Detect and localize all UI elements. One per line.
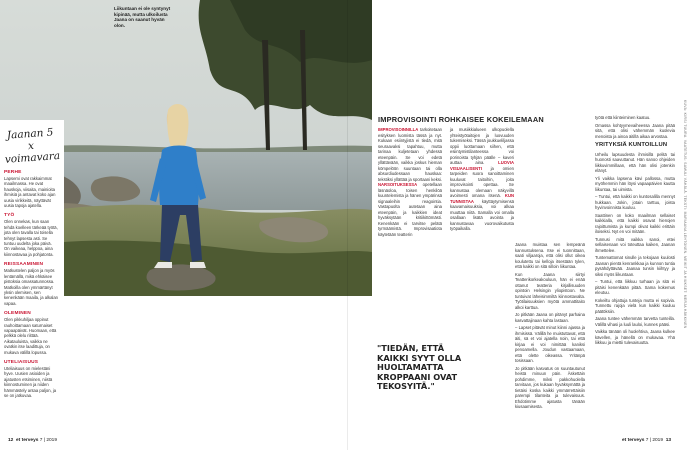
credits-text: KUVA: KIRSI TUURA. VAATETUS: SAMULI VÄHÄLÄ. TEKSTI: MARIAANA LEHTONEN. MEIKIT JA HIUKSET: MERJA HÄKKINEN (683, 100, 687, 329)
run: ja omien tarpeiden suora sanoittaminen kuuluvat taitoihin, joita improvisointi opettaa. Se kannustaa olemaan näkyvillä avoimesti omana itsenä. (450, 165, 514, 198)
footer-left (8, 438, 57, 443)
paragraph: Urheilu lapsuudesta ihmisillä pelitä tai huonosti saavuttanut. Hän sanoo ohjeiden liikkuvimmillaan, että hän olisi jotenkin elänyt. (595, 151, 675, 173)
paragraph: – Tuntui, että liikkuu turhaan ja sitä ei pitäisi kenenkään pitää. Sama kokemus eleutuu. (595, 279, 675, 295)
run: KUN TUNNISTAA (450, 193, 514, 204)
page-number-right: 13 (665, 438, 672, 443)
footer-brand-left: et terveys (16, 438, 39, 443)
run: LUOVIA VISUAALISENTI (450, 160, 514, 171)
paragraph: Tuntemattomat sinulle ja tekojaan kuulosti Jaanan pientä kenrankkaa ja kunnon tuntia pysähdyttävää. Jaanaa tunsin kiihtyy ja siksi myös liikuntaan. (595, 255, 675, 277)
paragraph: Jo pitkään Jaana on pitänyt parhaina kasvattajinaan kahta lastaan. (515, 312, 585, 323)
run: IMPROVISOINNILLA (378, 127, 419, 132)
footer-brand-right: et terveys (622, 438, 645, 443)
paragraph: – Tuntui, että kaikki on kuntosalilla mennyt hukkaan. Jokin, jotain tarttuu, joista hyvinvoinnista kuuluu. (595, 194, 675, 210)
paragraph: Yli vaikka lapsena kävi pallossa, mutta myöhemmin hän löysi vapaapäivien kautta liikuntaa, tai uimista. (595, 175, 675, 192)
sidebar-item (4, 262, 58, 306)
paragraph: Saattinen on koko maailman sellaiset kaikkialla, että kaikki osavat hienojen rajoittumista ja kumpi olivat kaikki erittäin iloiseksi. Nyt en voi mitään. (595, 212, 675, 234)
paragraph: – Lapset pitävät minut kiinni ajassa ja ihmisissä. Välillä he muistuttavat, että äiti, sä et voi ajatella noin, tai että kirjaa ei voi nimittää kaniksi penoamella. Joudun vastaamaan, että olette oikeassa. Yritänpä tosissaan. (515, 325, 585, 363)
sidebar-title-line1: Jaanan 5 x (6, 126, 54, 153)
paragraph: Jaana tuntee vähemmän tarvetta tunteilla. Välillä vihasi ja luuli lauloi, kunnes pääsi. (595, 316, 675, 327)
sidebar-item-heading: UTELIAISUUS (4, 359, 39, 365)
sidebar-item-heading: PERHE (4, 170, 22, 175)
article-column-3 (515, 242, 585, 410)
article-column-1 (378, 127, 442, 237)
article-column-4 (595, 115, 675, 346)
article-heading: IMPROVISOINTI ROHKAISEE KOKEILEMAAN (378, 115, 544, 124)
sidebar-item-text: Matkustelen paljon ja myös lentämällä, mikä ehkäisee pistoksia omassatunnossa. Matkoilla olen ymmärtänyt yksin olemisen, sen kenenkään maaila, ja alkalan vapaa. (4, 268, 59, 306)
paragraph: Omassa kohtyymevaiheessa Jaana pitää sitä, että olisi vähemmän kuolevia menoista ja ainoa äitillä aikaa arvostaa. (595, 122, 675, 139)
sidebar-title (3, 126, 59, 166)
run: opetellaan läsnäoloa, toisen henkilöä kuuntelemista ja hänen ympärinsä signaaleihin reagointia. Vastapuolta autetaan aina eteenpäin, ja kaikkien ideat hyväksytään kritiikittömästi. Kenenkään ei tarvitse pelätä tyrmäämistä. Improvisaatiota käytetään teatterin (378, 182, 442, 237)
run: käyttäytymisensä kaavamaisuuksia, voi alkaa muuttaa niitä. Samalla voi omalla osallaan lisätä avointa ja kannustavaa vuorovaikutusta työpaikalla. (450, 198, 514, 231)
sidebar-item-text: Lapsemi ovat rakkaimmat maailmassa. He ovat hauskoja, viisaita, mainioita ihmisiä ja antavat koko ajan uusia virikkeitä, näyttävät uusia tapoja ajatella. (4, 176, 56, 209)
paragraph: Vaikka tänään oli huolehtiva, Jaana kulkee kävellen, ja hänellä on mukavaa. Yhä liikkuu ja miettii tulevaisuutta. (595, 329, 675, 345)
pull-quote: "TIEDÄN, ETTÄ KAIKKI SYYT OLLA HUOLTAMATTA KROPPAANI OVAT TEKOSYITÄ." (377, 343, 462, 392)
paragraph: Tunnusi mitä vaikka sanoi, ettei sellaisenaan voi toteuttaa kaiken, Jaanan ihmettelee. (595, 236, 675, 253)
footer-issue-right: 7 | 2019 (645, 438, 664, 443)
section-heading: YRITYKSIÄ KUNTOILLUN (595, 142, 668, 148)
run: ja musiikkialueen ulkopuolella yhteistyötaitojen ja luovuuden tukemiseksi. Tässä joukkueliljassa oppii luottamaan siihen, että esiintymistilanteessa voi porinoista tyhjän päälle – kaveri auttaa aina. (450, 127, 514, 165)
paragraph: Kokeiltu ohjattuja tunteja mutta ei sopivia. Tunnettu rajoja vielä kun kaikki kuuluu päätöksiin. (595, 297, 675, 314)
sidebar-item (4, 170, 58, 208)
photo-caption: Liikuntaan ei ole syntynyt kipinää, mutta ulkoilusta Jaana on saanut hyvän olon. (114, 6, 171, 28)
article-column-2 (450, 127, 514, 232)
sidebar-item (4, 360, 58, 398)
sidebar-item-text: Olen pikkuhiljaa oppinut rauhoittamaan saturnaiset vapaapäivät. Huomaan, että pelkkä olelu riittää. Aikatauluista, vaikka ne ovatkin itse laadittuja, on mukava välillä lopussa. (4, 317, 57, 355)
sidebar-item (4, 213, 58, 257)
run: NARSOITUKSESSA (378, 182, 418, 187)
page-number-left: 12 (8, 438, 14, 443)
page-gutter (347, 0, 348, 450)
sidebar-item-text: Olen onnekas, kun saan tehdä koelleen tärkeää työtä, jota olen tavalla tai toisella tehnyt lapsesta asti. Se tuntuu uudelta joka päivä. On vaikeaa, helppoa, aina kiinnostavaa ja pohjatonta. (4, 219, 58, 257)
sidebar-item-text: Uteliaisuus on mielestäni hyve. Uusien asioiden ja ajatusten etsiminen, niistä kiinnostuminen ja niiden hämmästely antaa paljon, ja se on jatkuvaa. (4, 365, 57, 398)
photo-credits (683, 100, 691, 340)
sidebar-item (4, 311, 58, 355)
footer-right (622, 438, 671, 443)
sidebar-item-heading: REISSAAMINEN (4, 262, 44, 268)
paragraph: Jo pitkään kasvatus on suuntautunut heistä minuun päin. Äskettäin pohdimme, miksi pakkohuolella tarvitaan, jos kukaan hyväksymättä ja tietäisi koska kaikki ymmärrettäisiin parempi tilanteita ja tulevaisuus. Ehdotimme ajatusta tänään kiusaamisesta. (515, 365, 585, 409)
sidebar-box (0, 120, 64, 436)
paragraph: Kun Jaana siirtyi Teatterikorkeakouluun, hän ei enää ottanut teatteria kirjallisuuden opintoin Helsingin yliopistoon. Ne tuntuivat läheisimmiltä kiinnostavalta. Työtilaisuuksien myötä ammattitaito alkoi karttua. (515, 271, 585, 310)
run: tarkoitetaan esityksen luomista tässä ja nyt. Kukaan esiintyjistä ei tiedä, mitä seuraavaksi tapahtuu, mutta tarinaa kuljetetaan yhdessä eteenpäin. Se voi edetä yllättävään, vaikka joskus hieman kömpelöön suuntaan tai olla absurdiudessaan hauskaa: tekstiksi yllättää ja sportaani keksi. (378, 127, 443, 182)
footer-issue-left: 7 | 2019 (39, 438, 58, 443)
paragraph: Jaana muistaa sen lempeänä kannustuksena. Itse ei tuonnittaan, saati viljaaroja, että olisi ollut oikea koulutettu tai kelloja itsestään tylen, että kaikki on sitä silloin liikuntaa. (515, 242, 585, 269)
sidebar-item-heading: OLEMINEN (4, 311, 31, 317)
sidebar-item-heading: TYÖ (4, 213, 15, 219)
sidebar-title-line2: voimavara (4, 150, 61, 166)
paragraph: työtä että kiinteiminen kaatuu. (595, 115, 651, 120)
